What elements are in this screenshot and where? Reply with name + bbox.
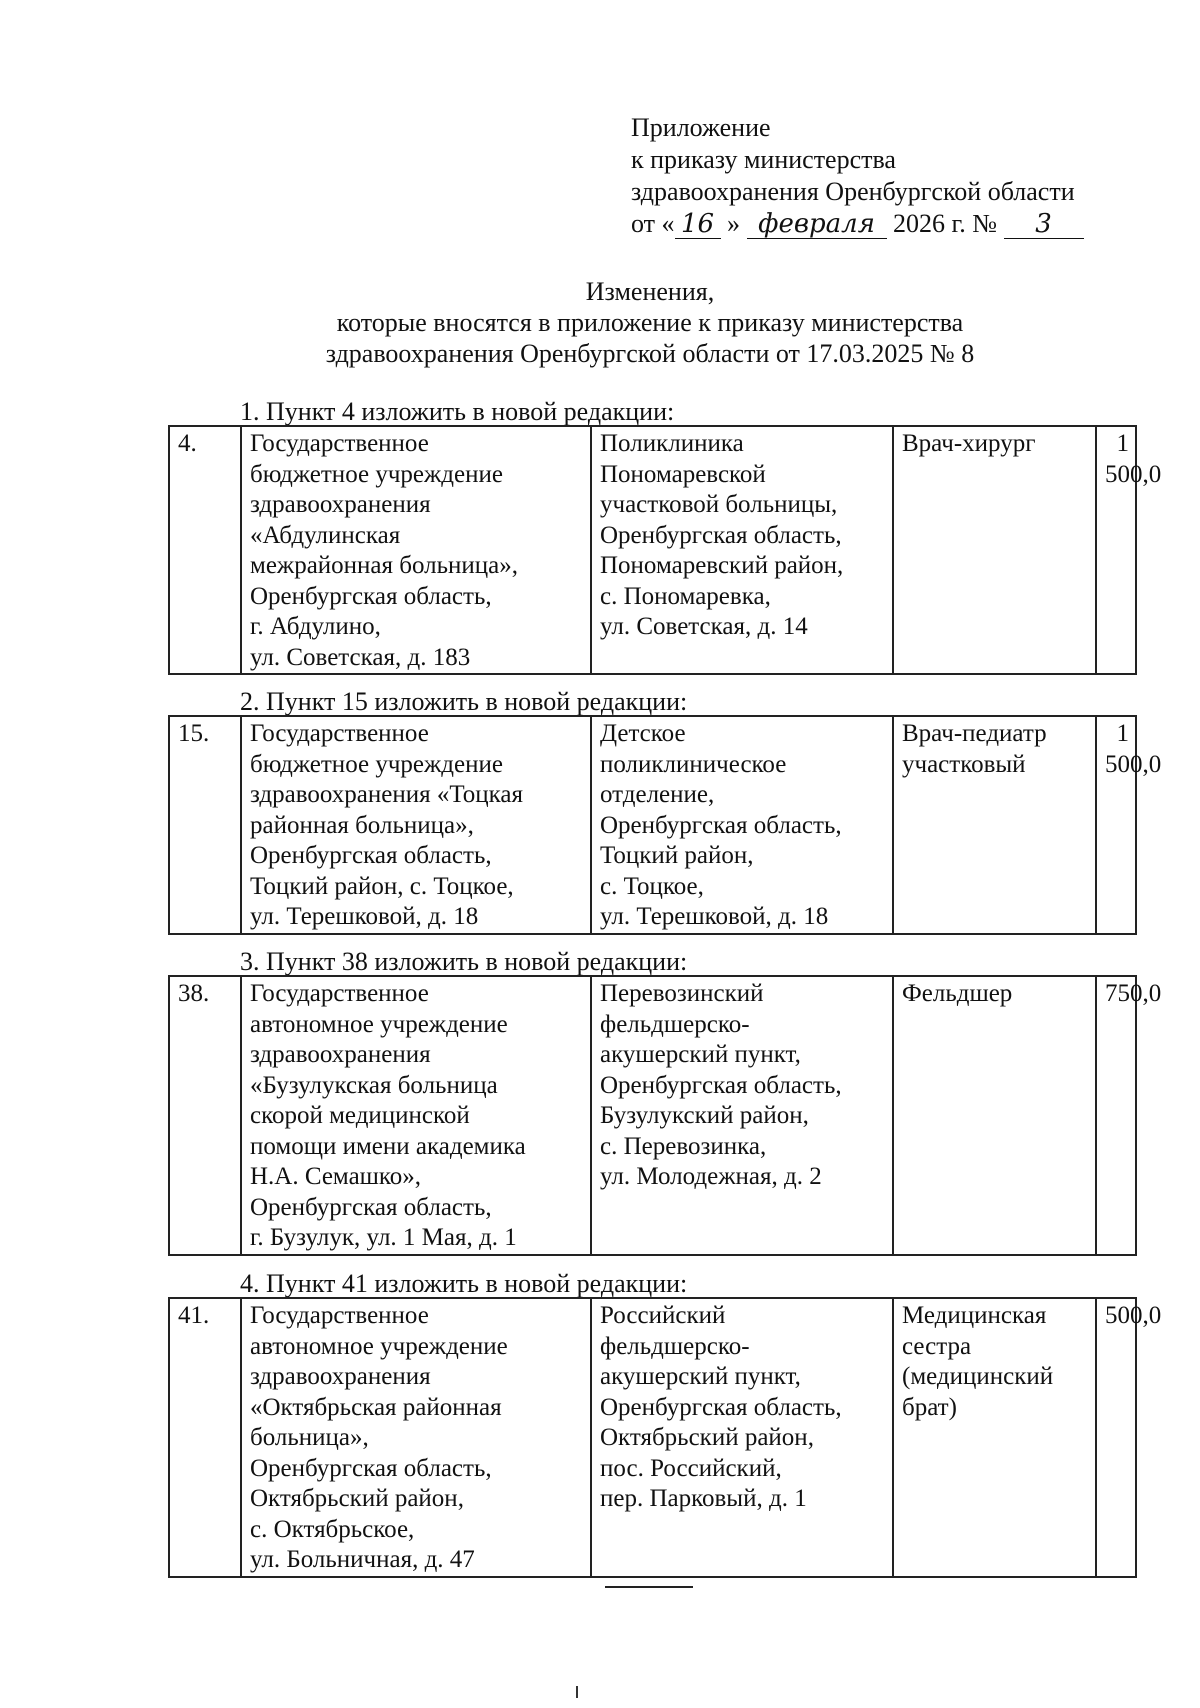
item-number: 41. [169, 1298, 241, 1577]
organization-cell [241, 1298, 591, 1577]
cell-line: Оренбургская область, [250, 1454, 492, 1482]
title-line-1: Изменения, [585, 277, 715, 306]
cell-line: бюджетное учреждение [250, 460, 503, 488]
cell-line: Врач-хирург [902, 430, 1036, 457]
item-number: 4. [169, 426, 241, 674]
cell-line: с. Перевозинка, [600, 1132, 767, 1160]
cell-line: бюджетное учреждение [250, 750, 503, 778]
cell-line: пос. Российский, [600, 1454, 782, 1482]
closing-separator [605, 1586, 693, 1588]
item-number: 15. [169, 716, 241, 934]
item-table [168, 715, 1162, 935]
cell-line: Бузулукский район, [600, 1102, 809, 1129]
cell-line: ул. Молодежная, д. 2 [600, 1163, 822, 1190]
cell-line: Государственное [250, 1302, 429, 1329]
cell-line: районная больница», [250, 811, 474, 839]
cell-line: Перевозинский [600, 980, 764, 1007]
title-line-2: которые вносятся в приложение к приказу министерства [336, 308, 964, 337]
cell-line: Оренбургская область, [600, 1071, 842, 1099]
date-year: 2026 г. № [886, 209, 1004, 238]
item-label: 4. Пункт 41 изложить в новой редакции: [240, 1269, 688, 1298]
cell-line: здравоохранения «Тоцкая [250, 781, 523, 808]
cell-line: Оренбургская область, [250, 582, 492, 610]
position-cell [893, 716, 1096, 934]
cell-line: фельдшерско- [600, 1010, 750, 1038]
table-row [169, 716, 1136, 934]
document-title [170, 276, 1130, 369]
cell-line: Российский [600, 1302, 726, 1329]
item-label: 1. Пункт 4 изложить в новой редакции: [240, 397, 675, 426]
cell-line: Фельдшер [902, 980, 1013, 1007]
organization-cell [241, 426, 591, 674]
cell-line: с. Октябрьское, [250, 1515, 415, 1543]
cell-line: межрайонная больница», [250, 552, 519, 579]
cell-line: отделение, [600, 781, 715, 808]
organization-cell [241, 976, 591, 1255]
cell-line: ул. Советская, д. 14 [600, 613, 808, 640]
handwritten-day: 16 [675, 210, 721, 239]
subdivision-cell [591, 976, 893, 1255]
cell-line: фельдшерско- [600, 1332, 750, 1360]
title-line-3: здравоохранения Оренбургской области от 17.03.2025 № 8 [325, 339, 975, 368]
cell-line: «Абдулинская [250, 521, 401, 549]
cell-line: Тоцкий район, [600, 842, 754, 869]
subdivision-cell [591, 1298, 893, 1577]
cell-line: Пономаревский район, [600, 552, 844, 579]
cell-line: ул. Больничная, д. 47 [250, 1546, 475, 1573]
cell-line: брат) [902, 1393, 957, 1421]
cell-line: Детское [600, 720, 686, 747]
cell-line: автономное учреждение [250, 1010, 508, 1038]
cell-line: Медицинская [902, 1302, 1047, 1329]
cell-line: Пономаревской [600, 460, 766, 488]
page-mark [576, 1686, 578, 1698]
cell-line: Врач-педиатр [902, 720, 1047, 747]
cell-line: больница», [250, 1424, 369, 1451]
cell-line: ул. Терешковой, д. 18 [250, 903, 479, 930]
item-table [168, 1297, 1162, 1578]
cell-line: (медицинский [902, 1363, 1054, 1390]
cell-line: ул. Советская, д. 183 [250, 643, 471, 671]
cell-line: Поликлиника [600, 430, 744, 457]
cell-line: ул. Терешковой, д. 18 [600, 903, 829, 930]
appendix-title: Приложение [631, 113, 771, 142]
cell-line: помощи имени академика [250, 1132, 526, 1160]
cell-line: участковый [902, 750, 1026, 778]
table-row [169, 976, 1136, 1255]
amount-cell: 1 500,0 [1096, 716, 1136, 934]
appendix-date-line [631, 208, 1084, 240]
cell-line: Оренбургская область, [600, 521, 842, 549]
cell-line: г. Абдулино, [250, 613, 381, 640]
date-mid: » [720, 209, 747, 238]
cell-line: Н.А. Семашко», [250, 1163, 422, 1190]
cell-line: здравоохранения [250, 1041, 431, 1068]
cell-line: поликлиническое [600, 750, 787, 778]
item-table [168, 975, 1162, 1256]
cell-line: Оренбургская область, [600, 1393, 842, 1421]
cell-line: участковой больницы, [600, 491, 838, 518]
handwritten-month: февраля [747, 210, 887, 239]
cell-line: Оренбургская область, [600, 811, 842, 839]
cell-line: г. Бузулук, ул. 1 Мая, д. 1 [250, 1224, 517, 1251]
cell-line: Октябрьский район, [600, 1424, 814, 1451]
cell-line: «Бузулукская больница [250, 1071, 498, 1099]
appendix-header [631, 112, 1084, 240]
position-cell [893, 976, 1096, 1255]
item-number: 38. [169, 976, 241, 1255]
cell-line: Государственное [250, 720, 429, 747]
cell-line: с. Тоцкое, [600, 872, 704, 900]
table-row [169, 1298, 1136, 1577]
handwritten-number: 3 [1004, 210, 1084, 239]
cell-line: Оренбургская область, [250, 842, 492, 869]
appendix-ministry: здравоохранения Оренбургской области [631, 177, 1075, 206]
table-row [169, 426, 1136, 674]
amount-cell: 500,0 [1096, 1298, 1136, 1577]
subdivision-cell [591, 716, 893, 934]
cell-line: Октябрьский район, [250, 1485, 464, 1512]
cell-line: здравоохранения [250, 491, 431, 518]
cell-line: автономное учреждение [250, 1332, 508, 1360]
item-table [168, 425, 1162, 675]
cell-line: Государственное [250, 980, 429, 1007]
cell-line: Государственное [250, 430, 429, 457]
item-label: 3. Пункт 38 изложить в новой редакции: [240, 947, 688, 976]
cell-line: здравоохранения [250, 1363, 431, 1390]
cell-line: пер. Парковый, д. 1 [600, 1485, 807, 1512]
amount-cell: 1 500,0 [1096, 426, 1136, 674]
cell-line: с. Пономаревка, [600, 582, 771, 610]
position-cell [893, 1298, 1096, 1577]
cell-line: акушерский пункт, [600, 1041, 801, 1068]
cell-line: «Октябрьская районная [250, 1393, 502, 1421]
cell-line: скорой медицинской [250, 1102, 470, 1129]
cell-line: Тоцкий район, с. Тоцкое, [250, 872, 514, 900]
date-prefix: от « [631, 209, 675, 238]
position-cell [893, 426, 1096, 674]
amount-cell: 750,0 [1096, 976, 1136, 1255]
organization-cell [241, 716, 591, 934]
cell-line: Оренбургская область, [250, 1193, 492, 1221]
subdivision-cell [591, 426, 893, 674]
cell-line: сестра [902, 1332, 972, 1360]
appendix-order-ref: к приказу министерства [631, 145, 896, 174]
item-label: 2. Пункт 15 изложить в новой редакции: [240, 687, 688, 716]
cell-line: акушерский пункт, [600, 1363, 801, 1390]
